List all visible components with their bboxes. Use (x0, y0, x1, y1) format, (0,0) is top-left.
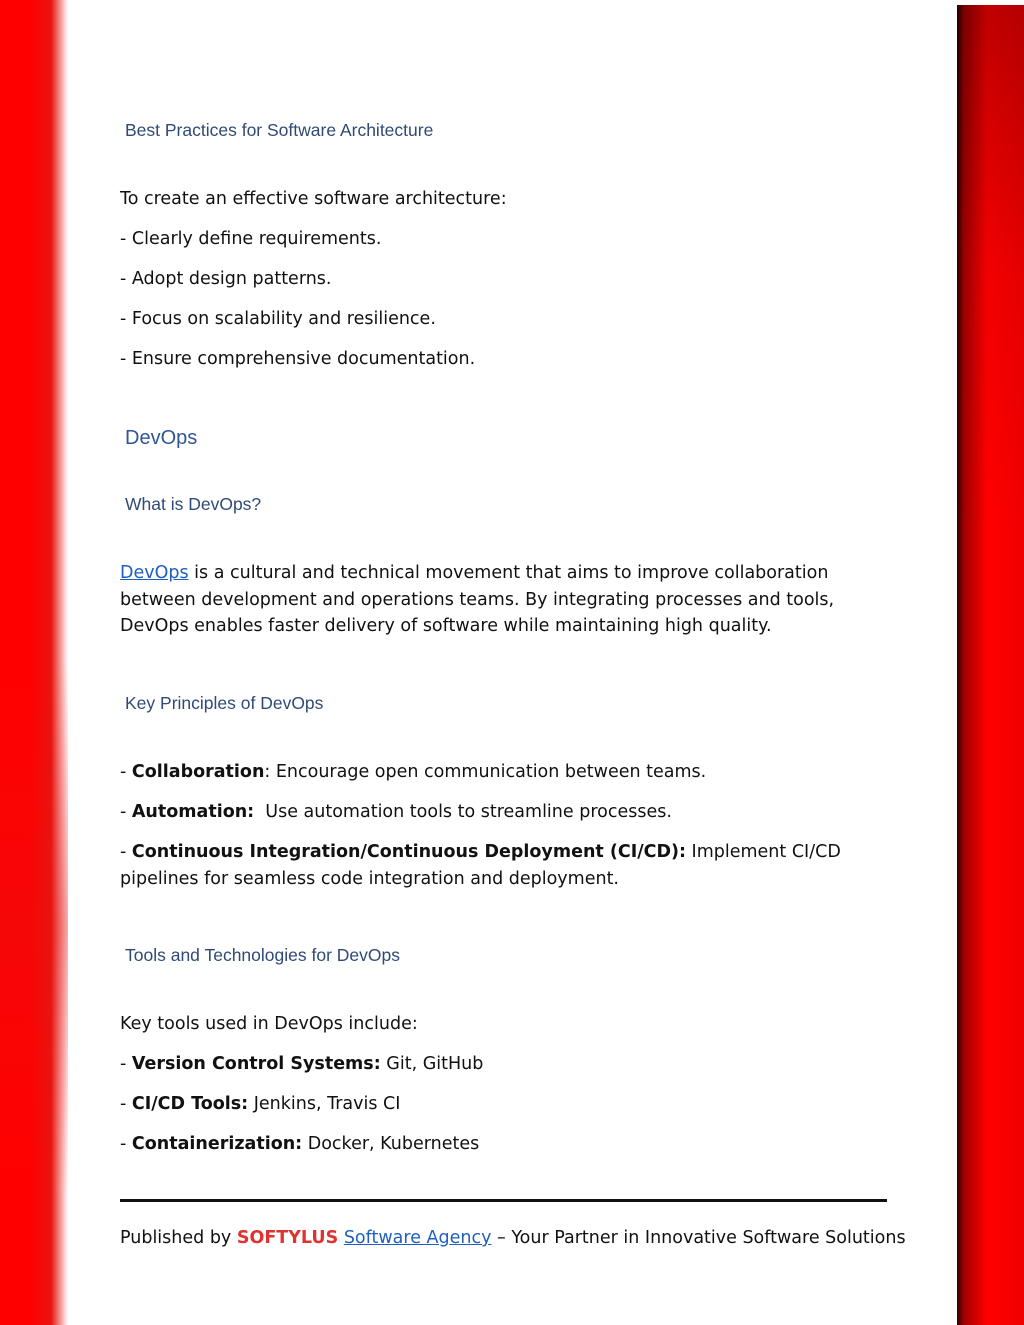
list-item (120, 1051, 900, 1078)
heading-key-principles: Key Principles of DevOps (125, 693, 324, 713)
term-description: Implement CI/CD pipelines for seamless code integration and deployment. (120, 842, 841, 889)
brand-name: SOFTYLUS (236, 1228, 339, 1248)
list-item: - Clearly define requirements. (120, 229, 382, 249)
list-item: - Ensure comprehensive documentation. (120, 349, 476, 369)
left-red-border (0, 0, 68, 1325)
devops-definition-text: is a cultural and technical movement that aims to improve collaboration between development and operations teams. By integrating processes and tools, DevOps enables faster delivery of software while maintaining high quality. (120, 563, 835, 636)
devops-definition (120, 560, 900, 640)
list-bullet: - (120, 842, 132, 862)
footer-divider (120, 1199, 887, 1202)
term-automation: Automation: (131, 802, 255, 822)
right-red-border (957, 5, 1024, 1325)
heading-best-practices: Best Practices for Software Architecture (125, 120, 434, 140)
list-item: - Adopt design patterns. (120, 269, 332, 289)
term-ci-cd: Continuous Integration/Continuous Deployment (CI/CD): (131, 842, 686, 862)
list-bullet: - (120, 762, 132, 782)
devops-link[interactable]: DevOps (120, 563, 189, 583)
footer-published-by (120, 1225, 906, 1252)
term-containerization: Containerization: (131, 1134, 303, 1154)
list-item (120, 839, 900, 892)
list-bullet: - (120, 1094, 132, 1114)
heading-what-is-devops: What is DevOps? (125, 494, 262, 514)
term-description: Use automation tools to streamline processes. (254, 802, 672, 822)
footer-tagline: – Your Partner in Innovative Software Solutions (491, 1228, 906, 1248)
term-version-control: Version Control Systems: (131, 1054, 381, 1074)
list-item (120, 759, 900, 786)
term-description: Jenkins, Travis CI (248, 1094, 401, 1114)
term-collaboration: Collaboration (131, 762, 265, 782)
heading-devops: DevOps (125, 427, 198, 449)
tools-intro: Key tools used in DevOps include: (120, 1014, 418, 1034)
list-bullet: - (120, 1054, 132, 1074)
list-item: - Focus on scalability and resilience. (120, 309, 436, 329)
list-item (120, 1131, 900, 1158)
term-description: Docker, Kubernetes (302, 1134, 480, 1154)
term-description: : Encourage open communication between teams. (264, 762, 707, 782)
list-bullet: - (120, 802, 132, 822)
footer-published-label: Published by (120, 1228, 237, 1248)
list-item (120, 1091, 900, 1118)
best-practices-intro: To create an effective software architecture: (120, 189, 507, 209)
list-bullet: - (120, 1134, 132, 1154)
agency-link[interactable]: Software Agency (343, 1228, 492, 1248)
list-item (120, 799, 900, 826)
term-description: Git, GitHub (380, 1054, 484, 1074)
heading-tools-technologies: Tools and Technologies for DevOps (125, 945, 400, 965)
term-ci-cd-tools: CI/CD Tools: (131, 1094, 249, 1114)
